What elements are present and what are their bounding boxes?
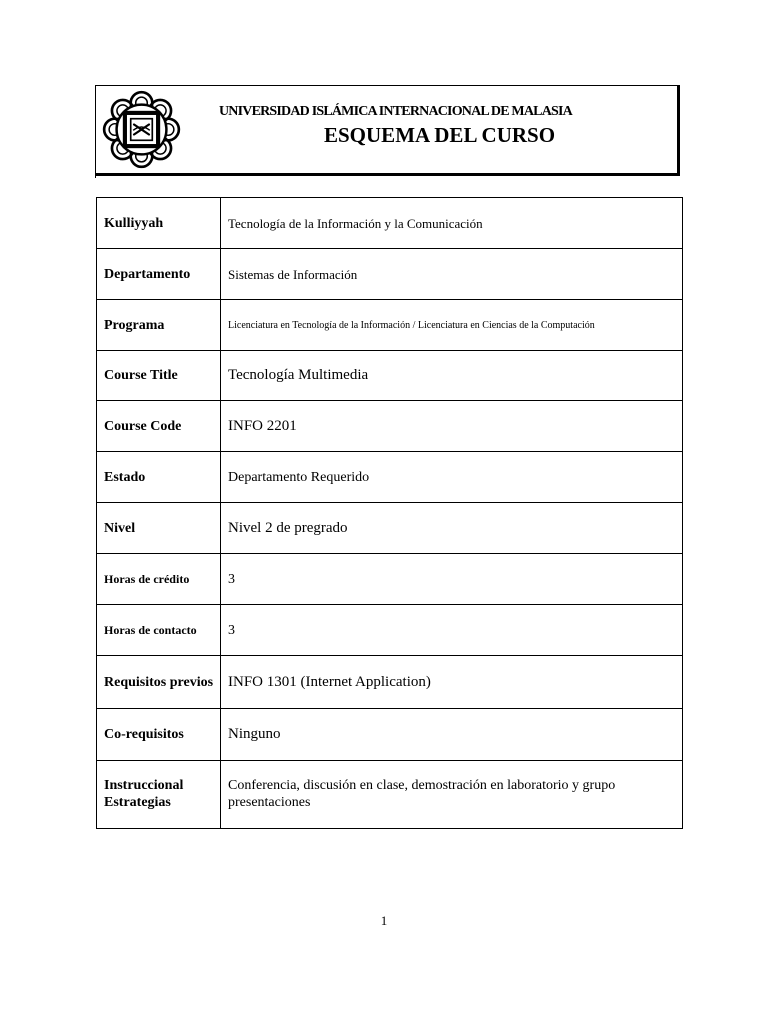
table-row: [97, 656, 683, 709]
row-value: INFO 2201: [221, 401, 683, 452]
row-label: Instruccional Estrategias: [97, 761, 221, 829]
row-label: Horas de crédito: [97, 554, 221, 605]
table-row: [97, 351, 683, 401]
row-value: INFO 1301 (Internet Application): [221, 656, 683, 709]
row-value: Ninguno: [221, 709, 683, 761]
header-left-rule: [95, 86, 96, 178]
row-label: Nivel: [97, 503, 221, 554]
row-label: Course Code: [97, 401, 221, 452]
table-row: [97, 401, 683, 452]
row-label: Requisitos previos: [97, 656, 221, 709]
table-row: [97, 709, 683, 761]
university-name: UNIVERSIDAD ISLÁMICA INTERNACIONAL DE MALASIA: [219, 104, 572, 119]
row-label: Horas de contacto: [97, 605, 221, 656]
table-row: [97, 761, 683, 829]
row-value: Nivel 2 de pregrado: [221, 503, 683, 554]
table-row: [97, 503, 683, 554]
row-label: Departamento: [97, 249, 221, 300]
table-row: [97, 452, 683, 503]
table-row: [97, 554, 683, 605]
row-value: 3: [221, 554, 683, 605]
table-row: [97, 198, 683, 249]
table-row: [97, 605, 683, 656]
row-value: 3: [221, 605, 683, 656]
row-value: Tecnología de la Información y la Comunicación: [221, 198, 683, 249]
row-value: Sistemas de Información: [221, 249, 683, 300]
row-label: Kulliyyah: [97, 198, 221, 249]
page-number: 1: [380, 913, 388, 928]
row-label: Course Title: [97, 351, 221, 401]
row-label: Programa: [97, 300, 221, 351]
row-label: Co-requisitos: [97, 709, 221, 761]
table-row: [97, 249, 683, 300]
row-value: Tecnología Multimedia: [221, 351, 683, 401]
table-row: [97, 300, 683, 351]
document-title: ESQUEMA DEL CURSO: [324, 123, 556, 147]
course-info-table: [96, 197, 683, 829]
university-emblem-icon: [100, 88, 183, 171]
row-value: Licenciatura en Tecnología de la Información / Licenciatura en Ciencias de la Computación: [221, 300, 683, 351]
row-value: Departamento Requerido: [221, 452, 683, 503]
row-label: Estado: [97, 452, 221, 503]
row-value: Conferencia, discusión en clase, demostración en laboratorio y grupo presentaciones: [221, 761, 683, 829]
